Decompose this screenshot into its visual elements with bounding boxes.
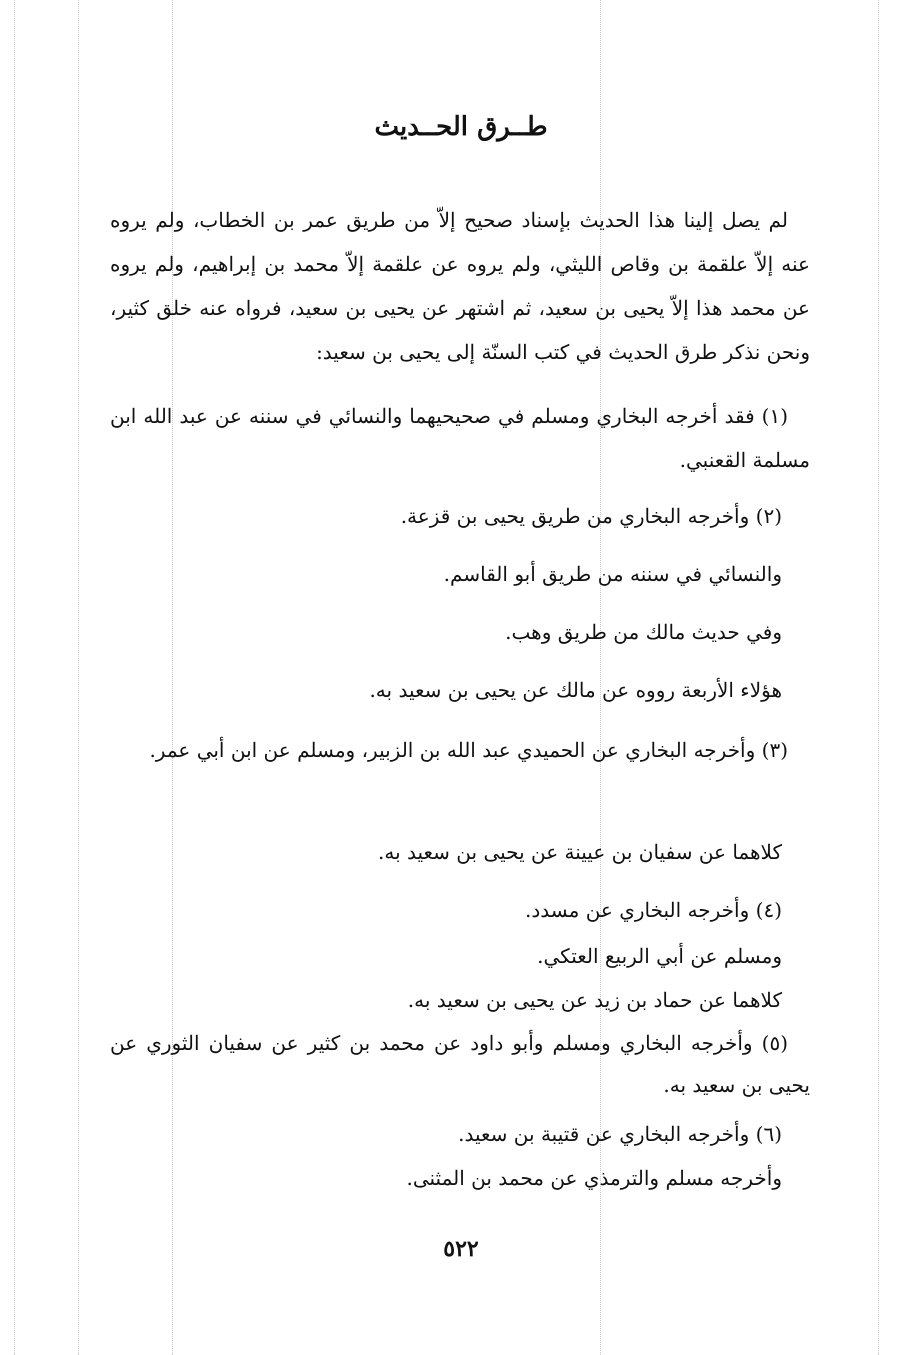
item-6-line-2: وأخرجه مسلم والترمذي عن محمد بن المثنى. (406, 1166, 782, 1190)
item-2-line-2: والنسائي في سننه من طريق أبو القاسم. (443, 562, 782, 586)
intro-paragraph (110, 198, 810, 374)
item-4-line-1: (٤) وأخرجه البخاري عن مسدد. (525, 898, 782, 922)
item-2-line-4: هؤلاء الأربعة رووه عن مالك عن يحيى بن سعيد به. (369, 678, 782, 702)
item-5-paragraph (110, 1022, 810, 1106)
item-3-text: (٣) وأخرجه البخاري عن الحميدي عبد الله بن الزبير، ومسلم عن ابن أبي عمر. (149, 738, 788, 762)
scan-guide-line (78, 0, 79, 1355)
item-2-line-3: وفي حديث مالك من طريق وهب. (505, 620, 782, 644)
item-3-paragraph (110, 728, 810, 772)
scan-guide-line (878, 0, 879, 1355)
page-number: ٥٢٢ (443, 1236, 479, 1262)
item-1-paragraph (110, 394, 810, 482)
intro-text: لم يصل إلينا هذا الحديث بإسناد صحيح إلاّ من طريق عمر بن الخطاب، ولم يروه عنه إلاّ علقمة بن وقاص الليثي، ولم يروه عن علقمة إلاّ محمد بن إبراهيم، ولم يروه عن محمد هذا إلاّ يحيى بن سعيد، ثم اشتهر عن يحيى بن سعيد، فرواه عنه خلق كثير، ونحن نذكر طرق الحديث في كتب السنّة إلى يحيى بن سعيد: (110, 208, 810, 364)
item-3-line-2: كلاهما عن سفيان بن عيينة عن يحيى بن سعيد به. (378, 840, 782, 864)
scan-guide-line (14, 0, 15, 1355)
item-1-text: (١) فقد أخرجه البخاري ومسلم في صحيحيهما والنسائي في سننه عن عبد الله ابن مسلمة القعنبي. (110, 404, 810, 472)
item-5-text: (٥) وأخرجه البخاري ومسلم وأبو داود عن محمد بن كثير عن سفيان الثوري عن يحيى بن سعيد به. (110, 1031, 810, 1097)
item-4-line-3: كلاهما عن حماد بن زيد عن يحيى بن سعيد به. (407, 988, 782, 1012)
page-title: طــرق الحــديث (374, 112, 548, 142)
item-2-line-1: (٢) وأخرجه البخاري من طريق يحيى بن قزعة. (400, 504, 782, 528)
item-4-line-2: ومسلم عن أبي الربيع العتكي. (537, 944, 782, 968)
item-6-line-1: (٦) وأخرجه البخاري عن قتيبة بن سعيد. (458, 1122, 782, 1146)
